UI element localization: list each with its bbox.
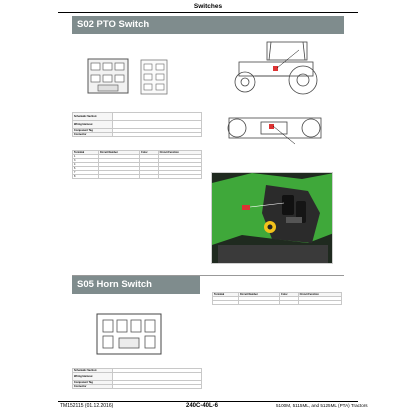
- s02-info-row: [73, 121, 202, 129]
- s02-photo-marker: [242, 205, 250, 210]
- page-header: Switches: [193, 3, 223, 10]
- s05-info-table: [72, 368, 202, 389]
- pin-cell: 8: [73, 175, 99, 179]
- s05-info-key: Wiring Harness:: [73, 373, 113, 381]
- s02-terminal-view: [140, 59, 168, 95]
- s05-info-row: [73, 385, 202, 389]
- s05-info-key: Connector: [73, 385, 113, 389]
- s02-info-row: [73, 113, 202, 121]
- s02-info-row: [73, 133, 202, 137]
- pin-col-header: Circuit Function: [158, 151, 201, 155]
- pin-cell: [238, 301, 279, 305]
- s02-info-value[interactable]: [113, 121, 202, 129]
- s05-info-row: [73, 373, 202, 381]
- pin-col-header: Circuit Number: [98, 151, 139, 155]
- s02-pin-row: [73, 175, 202, 179]
- pin-cell: 7: [73, 171, 99, 175]
- s05-section-title: S05 Horn Switch: [72, 276, 200, 294]
- pin-col-header: Circuit Function: [298, 293, 341, 297]
- s05-info-value[interactable]: [113, 373, 202, 381]
- footer-page-number: 240C-40L-6: [186, 403, 219, 409]
- pin-col-header: Color: [140, 151, 159, 155]
- tractor-locator-figure: [211, 38, 333, 164]
- s02-connector-diagram: [86, 55, 130, 99]
- pin-cell: [140, 175, 159, 179]
- pin-col-header: Terminal: [73, 151, 99, 155]
- pin-cell: 6: [73, 167, 99, 171]
- s02-info-key: Component Tag: [73, 129, 113, 133]
- s02-info-value: [113, 133, 202, 137]
- pin-cell: [158, 175, 201, 179]
- pin-col-header: Color: [280, 293, 299, 297]
- s05-pin-table: [212, 292, 342, 305]
- footer-model-line: 5100M, 5115ML, and 5125ML (PTA) Tractors: [276, 403, 368, 408]
- footer-rule: [58, 401, 358, 402]
- s02-info-key: Wiring Harness:: [73, 121, 113, 129]
- s02-pin-table: [72, 150, 202, 179]
- pin-cell: [280, 301, 299, 305]
- header-rule: [58, 12, 358, 13]
- s05-info-key: Component Tag: [73, 381, 113, 385]
- footer-document-id: TM152115 (01.12.2016): [60, 403, 114, 409]
- pin-col-header: Circuit Number: [238, 293, 279, 297]
- pin-cell: [98, 175, 139, 179]
- s05-pin-row: [213, 301, 342, 305]
- s05-info-key: Schematic Section:: [73, 369, 113, 373]
- s02-info-value[interactable]: [113, 113, 202, 121]
- pin-cell: [298, 301, 341, 305]
- pin-cell: 3: [73, 159, 99, 163]
- s02-info-key: Schematic Section:: [73, 113, 113, 121]
- pin-cell: 4: [73, 163, 99, 167]
- s02-info-table: [72, 112, 202, 137]
- s02-location-photo: [211, 172, 333, 264]
- pin-cell: [213, 301, 239, 305]
- s02-section-title: S02 PTO Switch: [72, 16, 344, 34]
- s02-info-key: Connector: [73, 133, 113, 137]
- pin-cell: 1: [73, 155, 99, 159]
- s02-location-marker: [273, 66, 278, 71]
- pin-col-header: Terminal: [213, 293, 239, 297]
- s05-connector-diagram: [94, 310, 164, 360]
- s05-info-value: [113, 385, 202, 389]
